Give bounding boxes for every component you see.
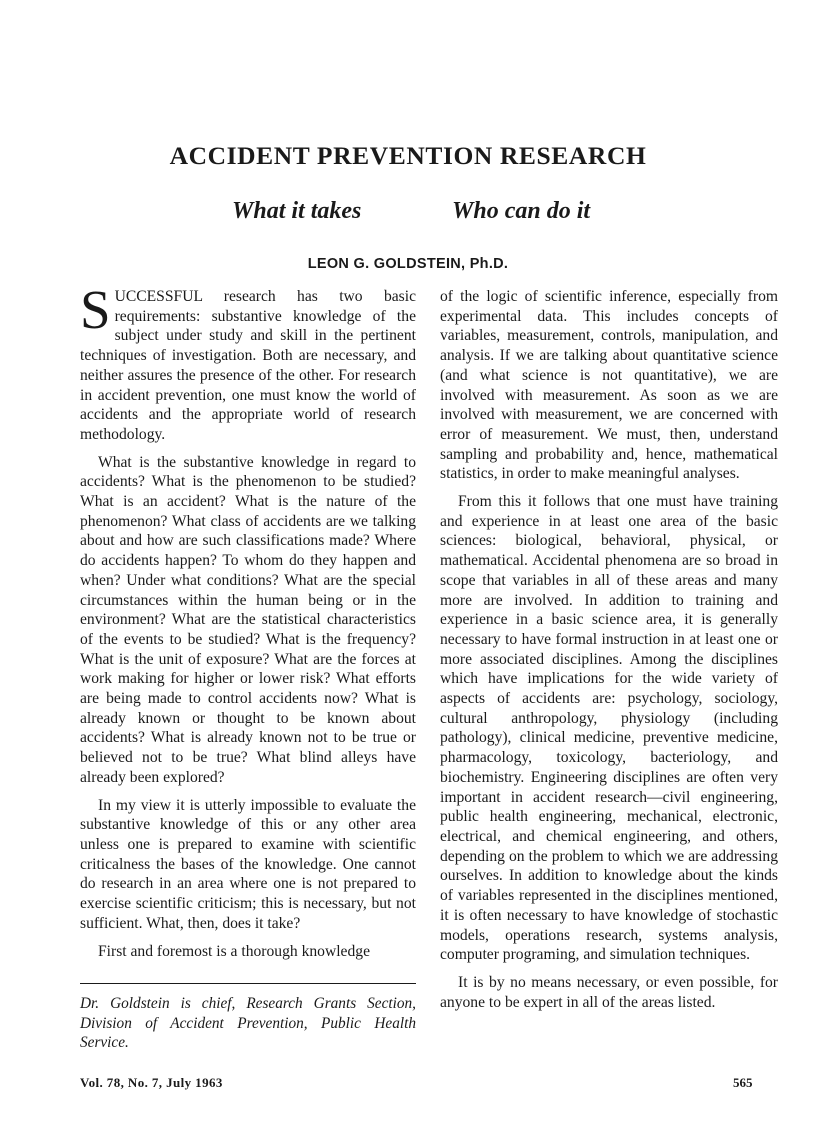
author-byline: LEON G. GOLDSTEIN, Ph.D. bbox=[307, 256, 509, 272]
body-paragraph-2: What is the substantive knowledge in regard to accidents? What is the phenomenon to be studied? What is an accident? What is the nature of the phenomenon? What class of accidents are we talking about and how are such classifications made? Where do accidents happen? To whom do they happen and when? Under what conditions? What are the special circumstances within the human being or in the environment? What are the statistical characteristics of the events to be studied? What is the frequency? What is the unit of exposure? What are the forces at work making for higher or lower risk? What efforts are being made to control accidents now? What is already known or thought to be known about accidents? What is already known not to be true or believed not to be true? What blind alleys have already been explored? bbox=[80, 453, 416, 786]
body-paragraph-1 bbox=[80, 279, 416, 445]
body-paragraph-4-start: First and foremost is a thorough knowledge bbox=[98, 942, 370, 960]
drop-cap: S bbox=[80, 279, 111, 340]
subtitle-what-it-takes: What it takes bbox=[232, 198, 362, 224]
right-column bbox=[440, 287, 778, 1020]
body-paragraph-6: It is by no means necessary, or even possible, for anyone to be expert in all of the areas listed. bbox=[440, 973, 778, 1011]
article-title: ACCIDENT PREVENTION RESEARCH bbox=[169, 141, 647, 170]
page-number: 565 bbox=[733, 1075, 753, 1090]
journal-citation: Vol. 78, No. 7, July 1963 bbox=[80, 1075, 223, 1090]
paragraph-1-text: UCCESSFUL research has two basic requirements: substantive knowledge of the subject under study and skill in the pertinent techniques of investigation. Both are necessary, and neither assures the presence of the other. For research in accident prevention, one must know the world of accidents and the appropriate world of research methodology. bbox=[80, 288, 416, 443]
body-paragraph-4-continued: of the logic of scientific inference, especially from experimental data. This includes concepts of variables, measurement, controls, manipulation, and analysis. If we are talking about quantitative science (and what science is not quantitative), we are involved with measurement. As soon as we are involved with measurement, we are concerned with error of measurement. We must, then, understand sampling and probability and, hence, mathematical statistics, in order to make meaningful analyses. bbox=[440, 288, 778, 483]
footnote-text: Dr. Goldstein is chief, Research Grants Section, Division of Accident Prevention, Public Health Service. bbox=[80, 995, 416, 1051]
subtitle-who-can-do-it: Who can do it bbox=[452, 198, 591, 224]
left-column bbox=[80, 279, 416, 987]
author-footnote bbox=[80, 994, 416, 1053]
body-paragraph-5: From this it follows that one must have training and experience in at least one area of the basic sciences: biological, behavioral, physical, or mathematical. Accidental phenomena are so broad in scope that variables in all of these areas and many more are involved. In addition to training and experience in a basic science area, it is generally necessary to have formal instruction in at least one or more associated disciplines. Among the disciplines which have implications for the wide variety of aspects of accidents are: psychology, sociology, cultural anthropology, physiology (including pathology), clinical medicine, preventive medicine, pharmacology, toxicology, bacteriology, and biochemistry. Engineering disciplines are often very important in accident research—civil engineering, public health engineering, mechanical, electronic, electrical, and chemical engineering, and others, depending on the problem to which we are addressing ourselves. In addition to knowledge about the kinds of variables represented in the disciplines mentioned, it is often necessary to have knowledge of stochastic models, operations research, systems analysis, computer programing, and simulation techniques. bbox=[440, 493, 778, 964]
body-paragraph-3: In my view it is utterly impossible to evaluate the substantive knowledge of this or any other area unless one is prepared to examine with scientific criticalness the bases of the knowledge. One cannot do research in an area where one is not prepared to exercise scientific criticism; this is necessary, but not sufficient. What, then, does it take? bbox=[80, 796, 416, 932]
footnote-divider bbox=[80, 983, 416, 984]
